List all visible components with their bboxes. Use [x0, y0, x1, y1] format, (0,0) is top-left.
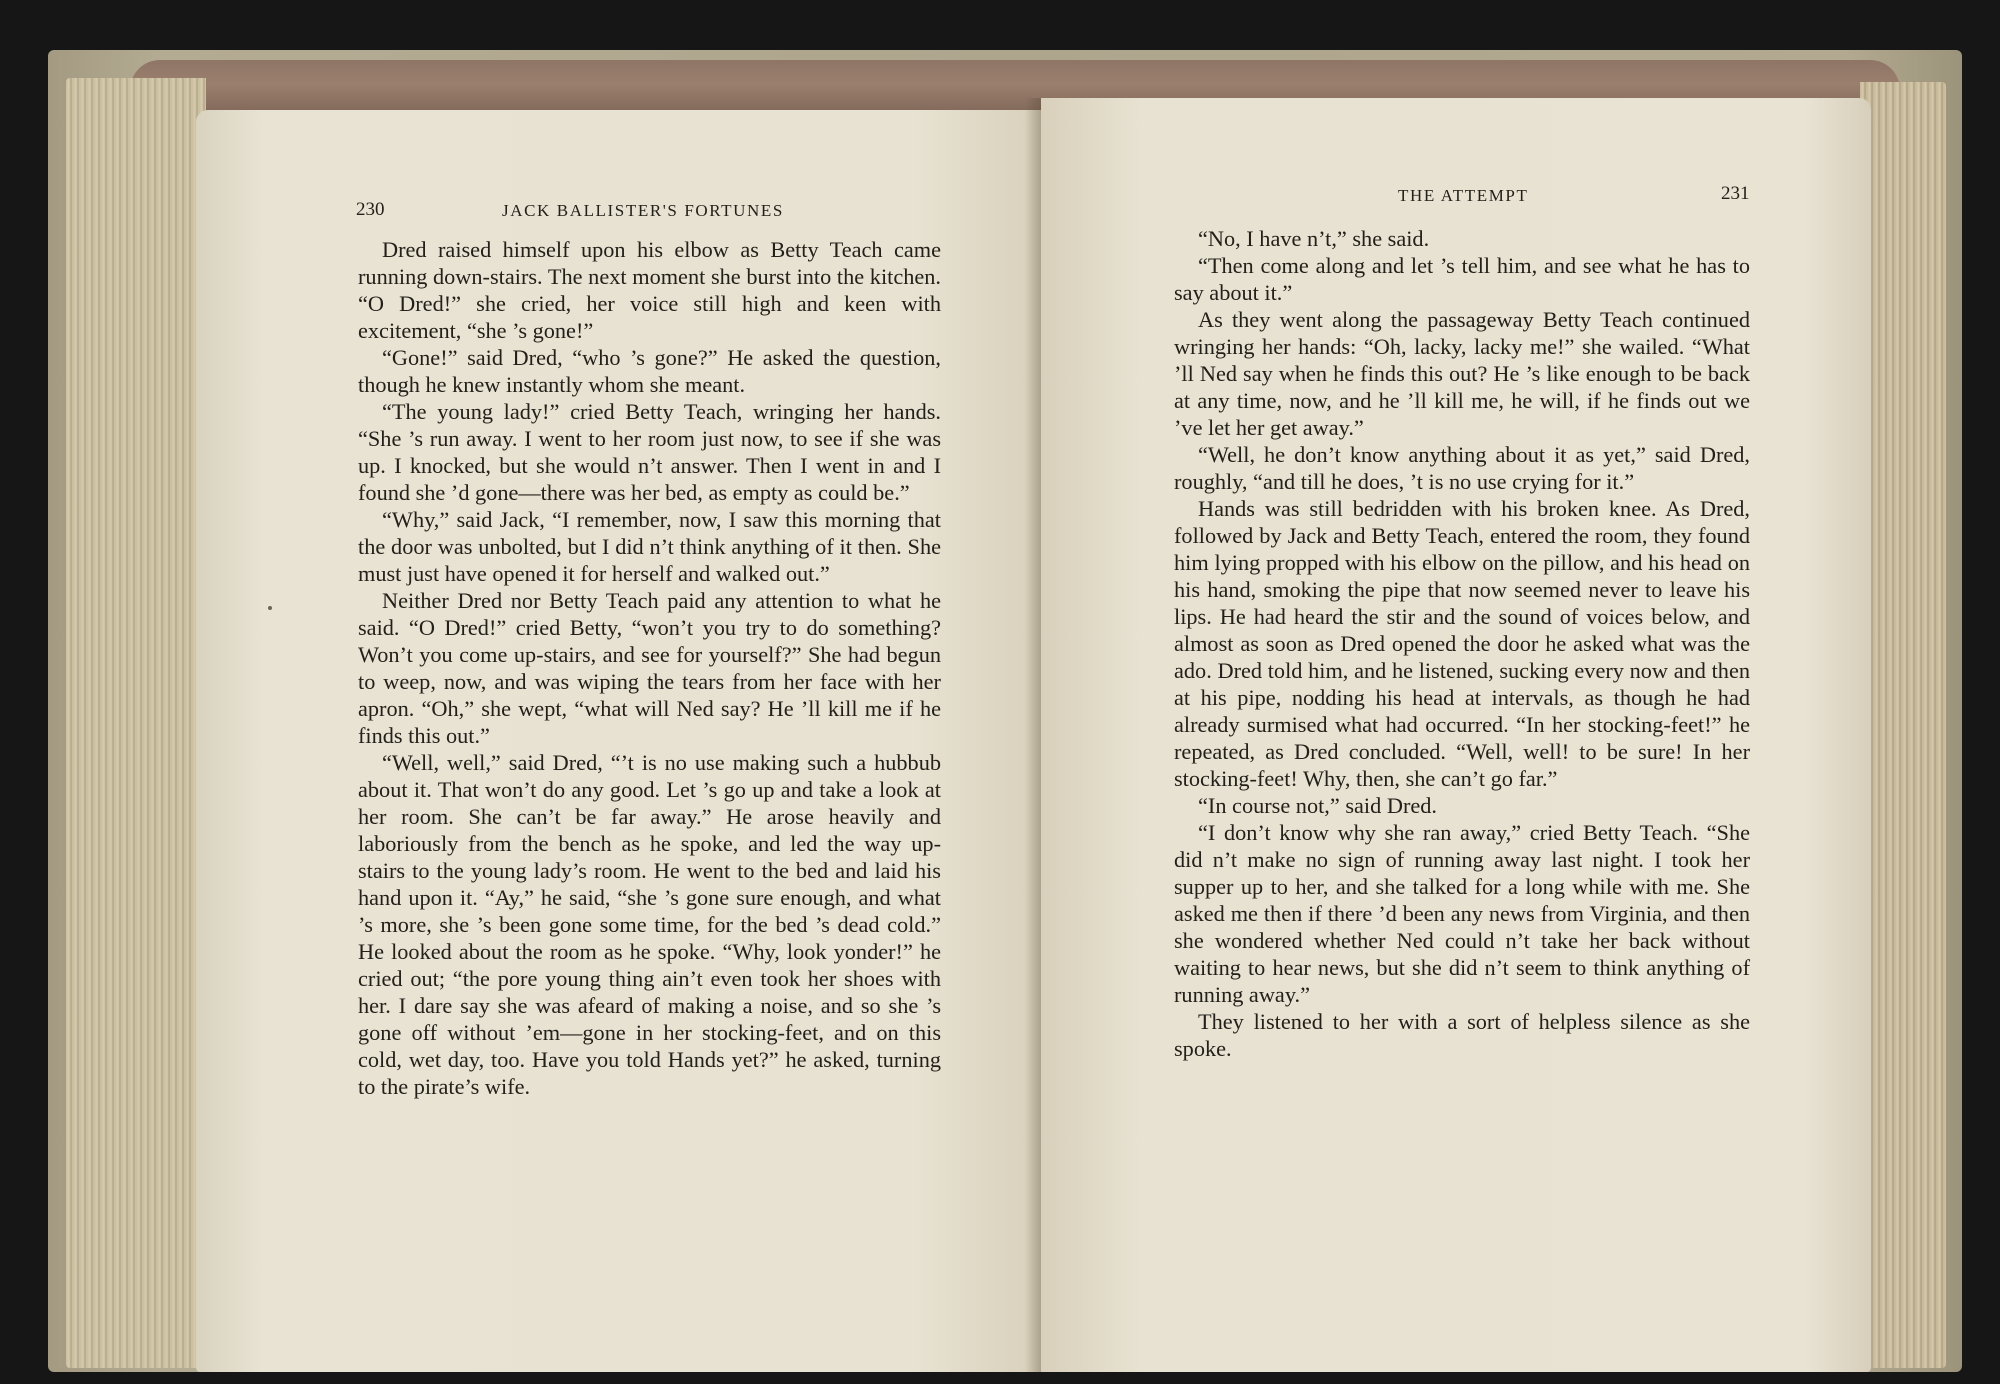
paragraph: They listened to her with a sort of helpless silence as she spoke.: [1174, 1009, 1750, 1061]
paragraph: “Gone!” said Dred, “who ’s gone?” He asked the question, though he knew instantly whom she meant.: [358, 345, 941, 397]
paragraph: “The young lady!” cried Betty Teach, wringing her hands. “She ’s run away. I went to her room just now, to see if she was up. I knocked, but she would n’t answer. Then I went in and I found she ’d gone—there was her bed, as empty as could be.”: [358, 399, 941, 505]
paragraph: “Well, he don’t know anything about it as yet,” said Dred, roughly, “and till he does, ’t is no use crying for it.”: [1174, 442, 1750, 494]
paragraph: Dred raised himself upon his elbow as Betty Teach came running down-stairs. The next moment she burst into the kitchen. “O Dred!” she cried, her voice still high and keen with excitement, “she ’s gone!”: [358, 237, 941, 343]
right-page-text: [1174, 225, 1750, 1062]
left-page-stack-edge: [66, 78, 206, 1368]
paper-speck: [268, 606, 272, 610]
paragraph: “Well, well,” said Dred, “’t is no use making such a hubbub about it. That won’t do any good. Let ’s go up and take a look at her room. She can’t be far away.” He arose heavily and laboriously from the bench as he spoke, and led the way up-stairs to the young lady’s room. He went to the bed and laid his hand upon it. “Ay,” he said, “she ’s gone sure enough, and what ’s more, she ’s been gone some time, for the bed ’s dead cold.” He looked about the room as he spoke. “Why, look yonder!” he cried out; “the pore young thing ain’t even took her shoes with her. I dare say she was afeard of making a noise, and so she ’s gone off without ’em—gone in her stocking-feet, and on this cold, wet day, too. Have you told Hands yet?” he asked, turning to the pirate’s wife.: [358, 750, 941, 1099]
paragraph: “In course not,” said Dred.: [1198, 793, 1437, 818]
left-page-number: 230: [356, 199, 385, 220]
right-page: [1041, 98, 1871, 1372]
right-page-number: 231: [1721, 183, 1750, 204]
right-running-head: THE ATTEMPT: [1398, 186, 1529, 205]
paragraph: Hands was still bedridden with his broken knee. As Dred, followed by Jack and Betty Teach, entered the room, they found him lying propped with his elbow on the pillow, and his head on his hand, smoking the pipe that now seemed never to leave his lips. He had heard the stir and the sound of voices below, and almost as soon as Dred opened the door he asked what was the ado. Dred told him, and he listened, sucking every now and then at his pipe, nodding his head at intervals, as though he had already surmised what had occurred. “In her stocking-feet!” he repeated, as Dred concluded. “Well, well! to be sure! In her stocking-feet! Why, then, she can’t go far.”: [1174, 496, 1750, 791]
left-running-head: JACK BALLISTER'S FORTUNES: [502, 201, 784, 220]
left-page: [196, 110, 1041, 1372]
right-page-stack-edge: [1860, 82, 1946, 1368]
paragraph: “I don’t know why she ran away,” cried Betty Teach. “She did n’t make no sign of running away last night. I took her supper up to her, and she talked for a long while with me. She asked me then if there ’d been any news from Virginia, and then she wondered whether Ned could n’t take her back without waiting to hear news, but she did n’t seem to think anything of running away.”: [1174, 820, 1750, 1007]
paragraph: “Then come along and let ’s tell him, and see what he has to say about it.”: [1174, 253, 1750, 305]
paragraph: “No, I have n’t,” she said.: [1198, 226, 1430, 251]
paragraph: “Why,” said Jack, “I remember, now, I saw this morning that the door was unbolted, but I did n’t think anything of it then. She must just have opened it for herself and walked out.”: [358, 507, 941, 586]
paragraph: As they went along the passageway Betty Teach continued wringing her hands: “Oh, lacky, lacky me!” she wailed. “What ’ll Ned say when he finds this out? He ’s like enough to be back at any time, now, and he ’ll kill me, he will, if he finds out we ’ve let her get away.”: [1174, 307, 1750, 440]
left-page-text: [358, 236, 941, 1100]
paragraph: Neither Dred nor Betty Teach paid any attention to what he said. “O Dred!” cried Betty, “won’t you try to do something? Won’t you come up-stairs, and see for yourself?” She had begun to weep, now, and was wiping the tears from her face with her apron. “Oh,” she wept, “what will Ned say? He ’ll kill me if he finds this out.”: [358, 588, 941, 748]
